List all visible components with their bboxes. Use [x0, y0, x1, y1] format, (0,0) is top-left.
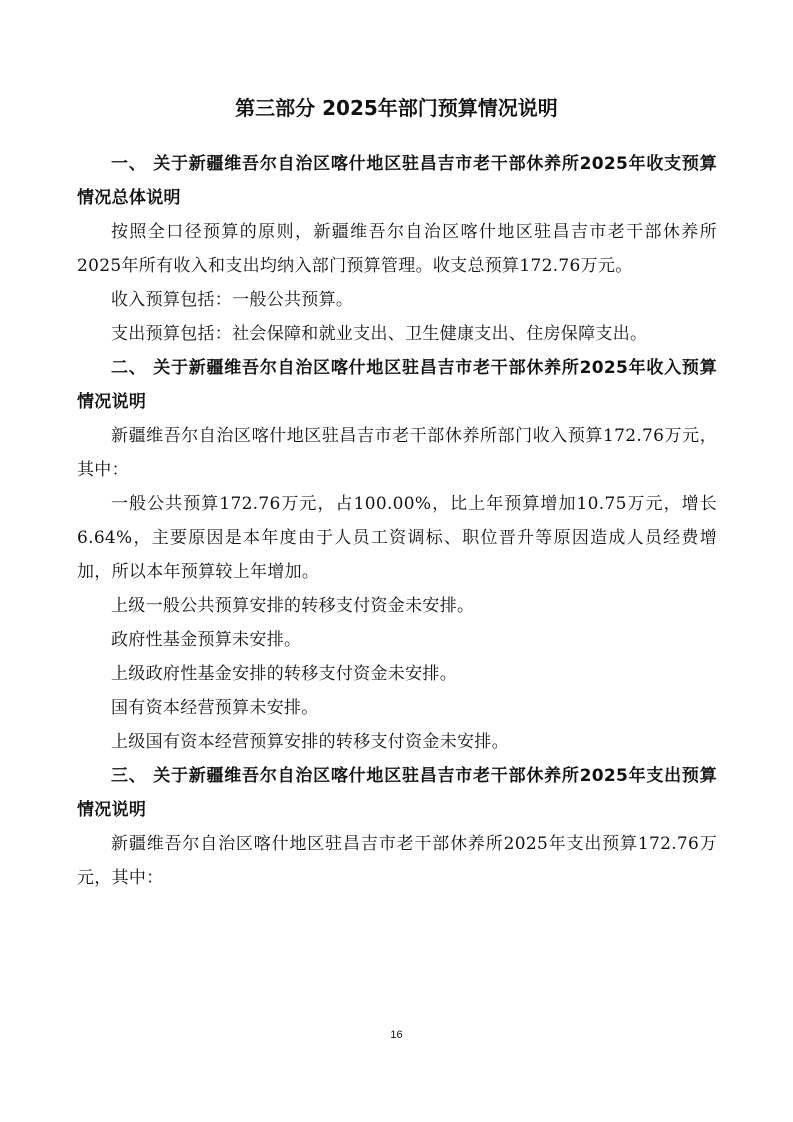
paragraph: 国有资本经营预算未安排。 — [111, 698, 319, 718]
page-number: 16 — [390, 1029, 403, 1041]
paragraph: 政府性基金预算未安排。 — [111, 630, 302, 650]
paragraph: 一般公共预算172.76万元，占100.00%，比上年预算增加10.75万元，增长6.64%，主要原因是本年度由于人员工资调标、职位晋升等原因造成人员经费增加，所以本年预算较上年增加。 — [77, 494, 717, 582]
paragraph: 支出预算包括：社会保障和就业支出、卫生健康支出、住房保障支出。 — [111, 324, 648, 344]
paragraph: 按照全口径预算的原则，新疆维吾尔自治区喀什地区驻昌吉市老干部休养所2025年所有收入和支出均纳入部门预算管理。收支总预算172.76万元。 — [77, 222, 717, 276]
paragraph: 上级一般公共预算安排的转移支付资金未安排。 — [111, 596, 475, 616]
paragraph: 上级国有资本经营预算安排的转移支付资金未安排。 — [111, 732, 509, 752]
paragraph: 新疆维吾尔自治区喀什地区驻昌吉市老干部休养所2025年支出预算172.76万元，其中： — [77, 834, 717, 888]
paragraph: 新疆维吾尔自治区喀什地区驻昌吉市老干部休养所部门收入预算172.76万元，其中： — [77, 426, 717, 480]
section-heading-3: 三、 关于新疆维吾尔自治区喀什地区驻昌吉市老干部休养所2025年支出预算情况说明 — [77, 766, 717, 820]
section-heading-1: 一、 关于新疆维吾尔自治区喀什地区驻昌吉市老干部休养所2025年收支预算情况总体说明 — [77, 154, 717, 208]
paragraph: 收入预算包括：一般公共预算。 — [111, 290, 354, 310]
section-heading-2: 二、 关于新疆维吾尔自治区喀什地区驻昌吉市老干部休养所2025年收入预算情况说明 — [77, 358, 717, 412]
page-title: 第三部分 2025年部门预算情况说明 — [235, 96, 558, 120]
paragraph: 上级政府性基金安排的转移支付资金未安排。 — [111, 664, 457, 684]
document-body — [77, 147, 717, 895]
